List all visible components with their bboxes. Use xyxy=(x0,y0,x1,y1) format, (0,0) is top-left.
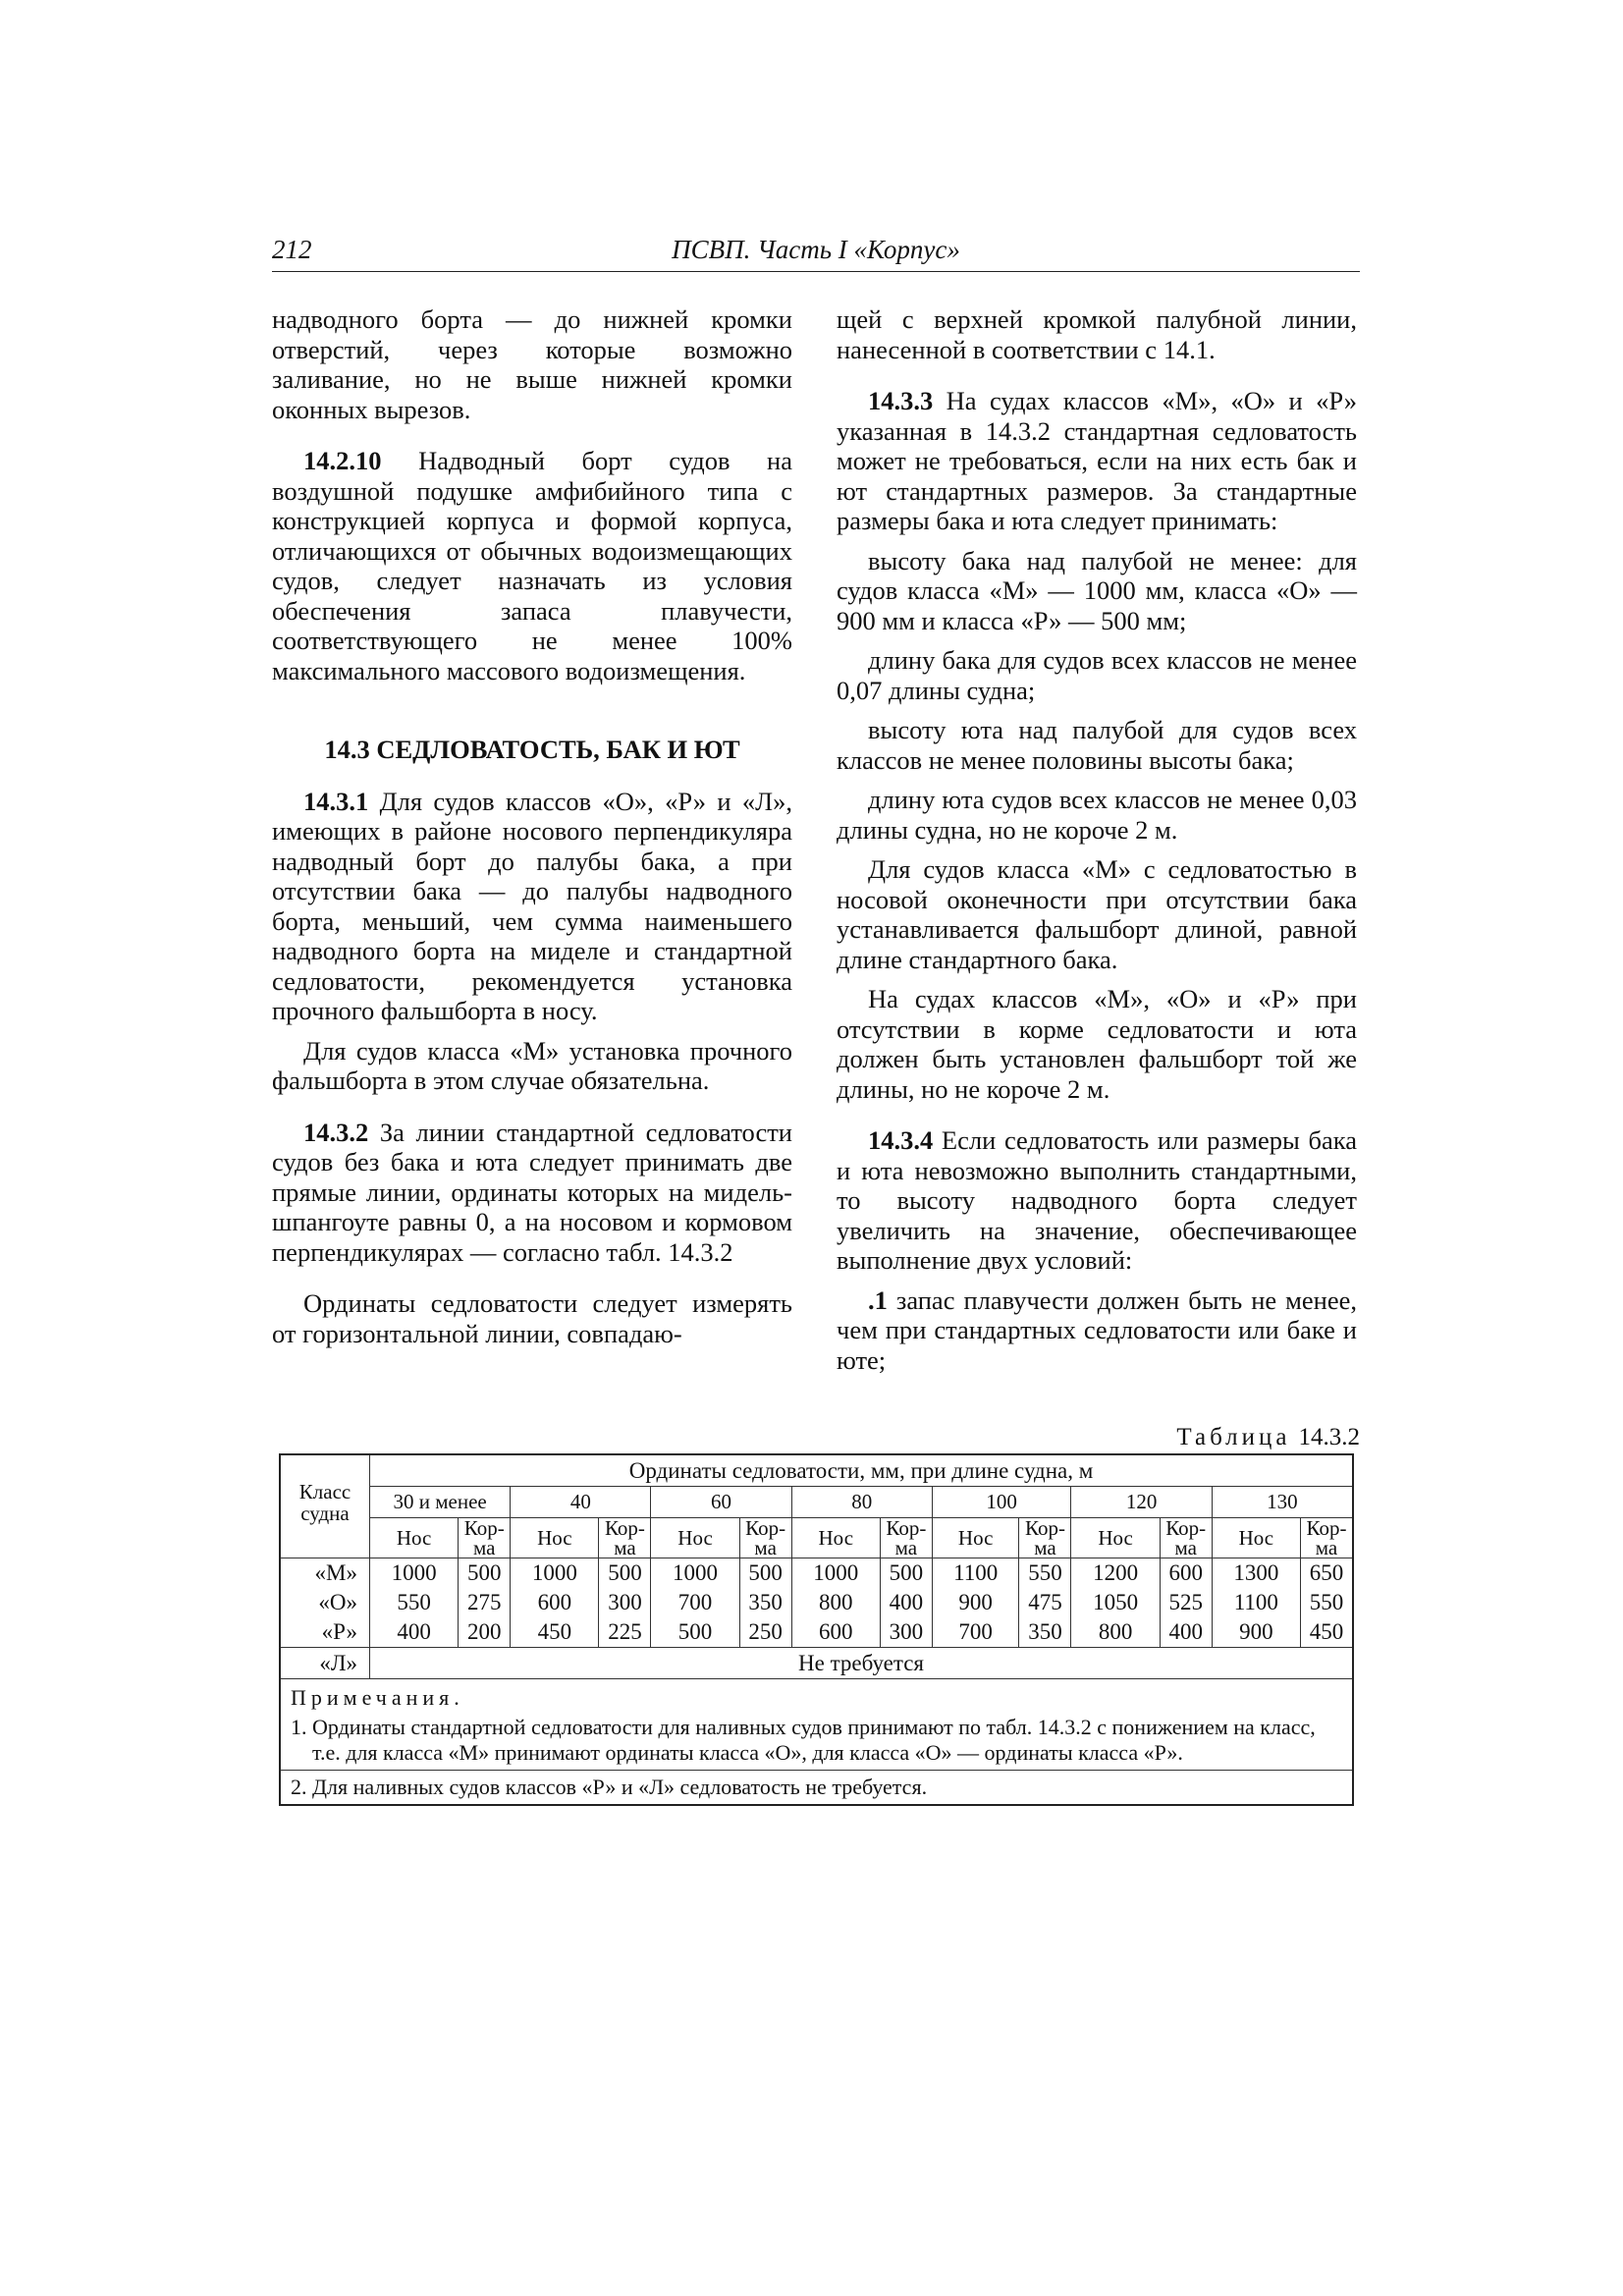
value-cell: 200 xyxy=(459,1617,511,1648)
class-cell: «Р» xyxy=(280,1617,370,1648)
paragraph: длину бака для судов всех классов не менее 0,07 длины судна; xyxy=(837,645,1357,705)
header-row-group xyxy=(280,1454,1353,1487)
table-caption xyxy=(1080,1424,1360,1451)
clause-number: 14.3.3 xyxy=(868,386,934,415)
clause-number: 14.3.1 xyxy=(303,786,369,816)
paragraph: щей с верхней кромкой палубной линии, нанесенной в соответствии с 14.1. xyxy=(837,304,1357,364)
stern-header: Кор-ма xyxy=(599,1518,651,1558)
section-heading: 14.3 СЕДЛОВАТОСТЬ, БАК И ЮТ xyxy=(324,735,740,764)
paragraph-item-1 xyxy=(837,1285,1357,1376)
value-cell: 300 xyxy=(880,1617,932,1648)
paragraph-text: запас плавучести должен быть не менее, чем при стандартных седловатости или баке и юте; xyxy=(837,1285,1357,1375)
paragraph-14-3-4 xyxy=(837,1125,1357,1276)
notes-cell xyxy=(280,1679,1353,1806)
value-cell: 550 xyxy=(1301,1588,1354,1617)
table-row xyxy=(280,1648,1353,1679)
value-cell: 1100 xyxy=(932,1558,1019,1589)
value-cell: 500 xyxy=(459,1558,511,1589)
bow-header: Нос xyxy=(1212,1518,1300,1558)
class-cell: «М» xyxy=(280,1558,370,1589)
note-1: 1. Ординаты стандартной седловатости для наливных судов принимают по табл. 14.3.2 с понижением на класс, т.е. для класса «М» принимают ординаты класса «О», для класса «О» — ординаты класса «Р». xyxy=(291,1715,1316,1765)
value-cell: 550 xyxy=(1019,1558,1071,1589)
value-cell: 1000 xyxy=(511,1558,599,1589)
paragraph: На судах классов «М», «О» и «Р» при отсутствии в корме седловатости и юта должен быть установлен фальшборт той же длины, но не короче 2 м. xyxy=(837,984,1357,1104)
value-cell: 500 xyxy=(880,1558,932,1589)
value-cell: 1200 xyxy=(1071,1558,1160,1589)
table-row xyxy=(280,1558,1353,1589)
clause-number: 14.3.2 xyxy=(303,1117,369,1147)
paragraph: Для судов класса «М» установка прочного фальшборта в этом случае обязательна. xyxy=(272,1035,792,1095)
value-cell: 400 xyxy=(1160,1617,1212,1648)
paragraph-text: Если седловатость или размеры бака и юта невозможно выполнить стандартными, то высоту надводного борта следует увеличить на значение, обеспечивающее выполнение двух условий: xyxy=(837,1125,1357,1275)
paragraph-text: Надводный борт судов на воздушной подушке амфибийного типа с конструкцией корпуса и формой корпуса, отличающихся от обычных водоизмещающих судов, следует назначать из условия обеспечения запаса плавучести, соответствующего не менее 100% максимального массового водоизмещения. xyxy=(272,446,792,685)
caption-word: Таблица xyxy=(1176,1424,1291,1450)
value-cell: 225 xyxy=(599,1617,651,1648)
paragraph: Ординаты седловатости следует измерять от горизонтальной линии, совпадаю- xyxy=(272,1288,792,1348)
paragraph: высоту бака над палубой не менее: для судов класса «М» — 1000 мм, класса «О» — 900 мм и класса «Р» — 500 мм; xyxy=(837,545,1357,635)
group-header: Ординаты седловатости, мм, при длине судна, м xyxy=(370,1454,1354,1487)
bow-header: Нос xyxy=(932,1518,1019,1558)
length-header: 80 xyxy=(791,1487,932,1518)
bow-header: Нос xyxy=(511,1518,599,1558)
value-cell: 700 xyxy=(651,1588,739,1617)
stern-header: Кор-ма xyxy=(1019,1518,1071,1558)
length-header: 60 xyxy=(651,1487,791,1518)
bow-header: Нос xyxy=(791,1518,880,1558)
paragraph: надводного борта — до нижней кромки отверстий, через которые возможно заливание, но не выше нижней кромки оконных вырезов. xyxy=(272,304,792,424)
notes-title: Примечания. xyxy=(291,1685,464,1710)
class-header: Класс судна xyxy=(280,1454,370,1558)
value-cell: 400 xyxy=(880,1588,932,1617)
value-cell: 450 xyxy=(1301,1617,1354,1648)
value-cell: 1300 xyxy=(1212,1558,1300,1589)
value-cell: 500 xyxy=(599,1558,651,1589)
value-cell: 1000 xyxy=(370,1558,459,1589)
table-row xyxy=(280,1588,1353,1617)
value-cell: 600 xyxy=(511,1588,599,1617)
running-title: ПСВП. Часть I «Корпус» xyxy=(672,235,960,264)
caption-number: 14.3.2 xyxy=(1298,1424,1360,1450)
value-cell: 900 xyxy=(1212,1617,1300,1648)
value-cell: 500 xyxy=(651,1617,739,1648)
value-cell: 600 xyxy=(791,1617,880,1648)
value-cell: 275 xyxy=(459,1588,511,1617)
page-header xyxy=(272,232,1360,272)
class-cell: «Л» xyxy=(280,1648,370,1679)
value-cell: 500 xyxy=(739,1558,791,1589)
paragraph-14-3-1 xyxy=(272,787,792,1026)
paragraph-text: На судах классов «М», «О» и «Р» указанная в 14.3.2 стандартная седловатость может не требоваться, если на них есть бак и ют стандартных размеров. За стандартные размеры бака и юта следует принимать: xyxy=(837,386,1357,535)
value-cell: 1000 xyxy=(651,1558,739,1589)
length-header: 130 xyxy=(1212,1487,1353,1518)
value-cell: 300 xyxy=(599,1588,651,1617)
value-cell: 1000 xyxy=(791,1558,880,1589)
bow-header: Нос xyxy=(370,1518,459,1558)
clause-number: 14.3.4 xyxy=(868,1125,934,1155)
bow-header: Нос xyxy=(651,1518,739,1558)
left-column xyxy=(272,304,792,1348)
value-cell: 450 xyxy=(511,1617,599,1648)
value-cell: 900 xyxy=(932,1588,1019,1617)
value-cell: 525 xyxy=(1160,1588,1212,1617)
item-number: .1 xyxy=(868,1285,888,1315)
paragraph-text: За линии стандартной седловатости судов без бака и юта следует принимать две прямые линии, ординаты которых на мидель-шпангоуте равны 0, а на носовом и кормовом перпендикулярах — согласно табл. 14.3.2 xyxy=(272,1117,792,1267)
value-cell: 400 xyxy=(370,1617,459,1648)
right-column xyxy=(837,304,1357,1375)
notes-row xyxy=(280,1679,1353,1806)
header-row-lengths xyxy=(280,1487,1353,1518)
bow-header: Нос xyxy=(1071,1518,1160,1558)
length-header: 100 xyxy=(932,1487,1071,1518)
clause-number: 14.2.10 xyxy=(303,446,382,475)
value-cell: 800 xyxy=(1071,1617,1160,1648)
stern-header: Кор-ма xyxy=(880,1518,932,1558)
value-cell: 1050 xyxy=(1071,1588,1160,1617)
paragraph: Для судов класса «М» с седловатостью в носовой оконечности при отсутствии бака устанавливается фальшборт длиной, равной длине стандартного бака. xyxy=(837,854,1357,974)
value-cell: 600 xyxy=(1160,1558,1212,1589)
stern-header: Кор-ма xyxy=(1160,1518,1212,1558)
stern-header: Кор-ма xyxy=(1301,1518,1354,1558)
not-required-cell: Не требуется xyxy=(370,1648,1354,1679)
value-cell: 550 xyxy=(370,1588,459,1617)
paragraph-14-3-3 xyxy=(837,386,1357,536)
paragraph-14-2-10 xyxy=(272,446,792,685)
table-row xyxy=(280,1617,1353,1648)
length-header: 30 и менее xyxy=(370,1487,511,1518)
paragraph: длину юта судов всех классов не менее 0,03 длины судна, но не короче 2 м. xyxy=(837,785,1357,845)
paragraph-14-3-2 xyxy=(272,1118,792,1268)
page-number: 212 xyxy=(272,235,312,264)
value-cell: 650 xyxy=(1301,1558,1354,1589)
value-cell: 350 xyxy=(739,1588,791,1617)
length-header: 40 xyxy=(511,1487,651,1518)
table-body xyxy=(280,1454,1353,1805)
note-2: 2. Для наливных судов классов «Р» и «Л» седловатость не требуется. xyxy=(281,1770,1352,1804)
value-cell: 475 xyxy=(1019,1588,1071,1617)
value-cell: 800 xyxy=(791,1588,880,1617)
value-cell: 700 xyxy=(932,1617,1019,1648)
sheer-ordinates-table xyxy=(279,1453,1354,1806)
value-cell: 350 xyxy=(1019,1617,1071,1648)
class-cell: «О» xyxy=(280,1588,370,1617)
length-header: 120 xyxy=(1071,1487,1212,1518)
paragraph: высоту юта над палубой для судов всех классов не менее половины высоты бака; xyxy=(837,715,1357,775)
stern-header: Кор-ма xyxy=(739,1518,791,1558)
value-cell: 1100 xyxy=(1212,1588,1300,1617)
stern-header: Кор-ма xyxy=(459,1518,511,1558)
value-cell: 250 xyxy=(739,1617,791,1648)
header-row-ends xyxy=(280,1518,1353,1558)
paragraph-text: Для судов классов «О», «Р» и «Л», имеющих в районе носового перпендикуляра надводный борт до палубы бака, а при отсутствии бака — до палубы надводного борта, меньший, чем сумма наименьшего надводного борта на миделе и стандартной седловатости, рекомендуется установка прочного фальшборта в носу. xyxy=(272,786,792,1025)
